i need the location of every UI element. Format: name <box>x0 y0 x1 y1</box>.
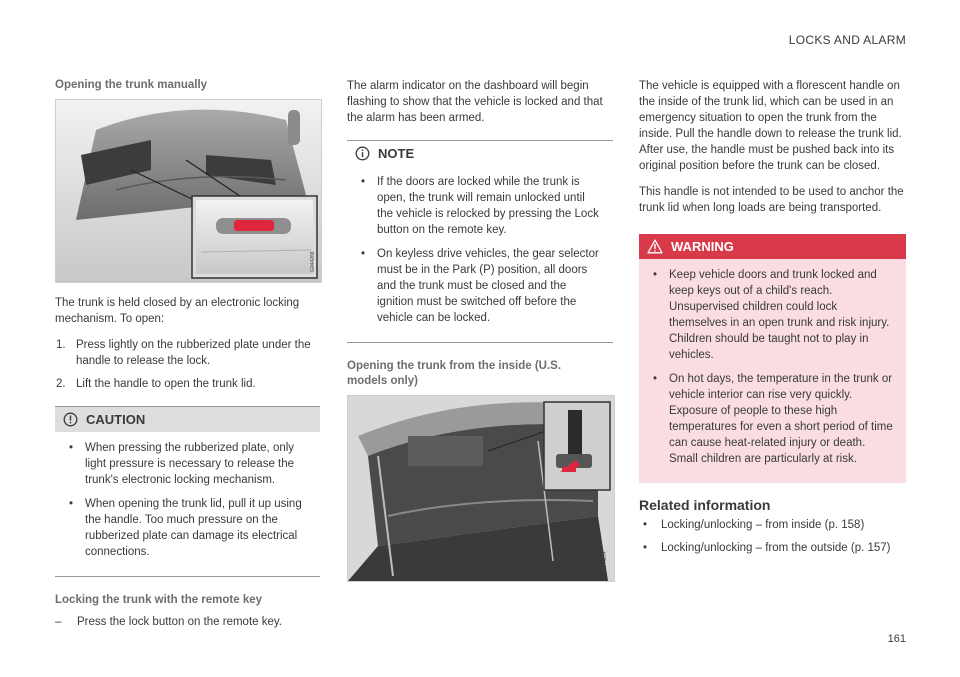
column-1 <box>55 78 320 630</box>
warning-item-text: On hot days, the temperature in the trunk or vehicle interior can rise very quickly. Exposure of people to these high temperatures for even a short period of time can cause heat-related injury or death. Small children are particularly at risk. <box>669 373 893 465</box>
handle-paragraph-1: The vehicle is equipped with a florescent handle on the inside of the trunk lid, which can be used in an emergency situation to open the trunk from the inside. Pull the handle down to release the trunk lid. After use, the handle must be pushed back into its original position before the trunk can be closed. <box>639 80 902 172</box>
list-item <box>55 376 320 392</box>
warning-title: WARNING <box>671 239 734 254</box>
caution-item-text: When pressing the rubberized plate, only light pressure is necessary to release the trunk's electronic locking mechanism. <box>85 442 295 486</box>
list-item: • When pressing the rubberized plate, only light pressure is necessary to release the trunk's electronic locking mechanism. <box>69 442 295 486</box>
note-item-text: If the doors are locked while the trunk is open, the trunk will remain unlocked until the vehicle is relocked by pressing the Lock button on the remote key. <box>377 176 599 236</box>
caution-header <box>55 406 320 432</box>
step-number: 2. <box>56 378 66 390</box>
figure-trunk-handle <box>55 99 322 283</box>
related-link[interactable]: • Locking/unlocking – from the outside (p. 157) <box>643 542 891 554</box>
caution-box <box>55 406 320 577</box>
step-text: Press lightly on the rubberized plate under the handle to release the lock. <box>76 339 311 367</box>
warning-item-text: Keep vehicle doors and trunk locked and keep keys out of a child's reach. Unsupervised children could lock themselves in an open trunk and risk injury. Children should be taught not to play in vehicles. <box>669 269 890 361</box>
caution-item-text: When opening the trunk lid, pull it up using the handle. Too much pressure on the rubberized plate can damage its electrical connections. <box>85 498 302 558</box>
page-number: 161 <box>887 633 906 645</box>
note-header <box>347 140 613 166</box>
related-information-heading: Related information <box>639 497 771 513</box>
remote-steps <box>55 614 320 630</box>
handle-paragraph-2: This handle is not intended to be used to anchor the trunk lid when long loads are being transported. <box>639 186 904 214</box>
caution-list <box>63 440 310 560</box>
remote-step-text: Press the lock button on the remote key. <box>77 616 282 628</box>
info-icon <box>355 146 370 161</box>
heading-opening-trunk-manually: Opening the trunk manually <box>55 79 208 91</box>
heading-trunk-inside: Opening the trunk from the inside (U.S. models only) <box>347 360 562 387</box>
warning-header <box>639 234 906 259</box>
opening-steps <box>55 337 320 392</box>
related-link[interactable]: • Locking/unlocking – from inside (p. 158) <box>643 519 865 531</box>
step-number: 1. <box>56 339 66 351</box>
warning-triangle-icon <box>647 239 663 254</box>
list-item: • Keep vehicle doors and trunk locked and keep keys out of a child's reach. Unsupervised children could lock themselves in an open trunk and risk injury. Children should be taught not to play in vehicles. <box>653 269 890 361</box>
column-3 <box>639 78 906 563</box>
trunk-handle-illustration <box>56 100 321 282</box>
list-item: • When opening the trunk lid, pull it up using the handle. Too much pressure on the rubberized plate can damage its electrical connections. <box>69 498 302 558</box>
heading-remote-key: Locking the trunk with the remote key <box>55 594 263 606</box>
note-box <box>347 140 613 343</box>
intro-text: The trunk is held closed by an electronic locking mechanism. To open: <box>55 297 300 325</box>
related-list <box>639 517 906 556</box>
note-title: NOTE <box>378 146 415 161</box>
caution-icon <box>63 412 78 427</box>
alarm-text: The alarm indicator on the dashboard will begin flashing to show that the vehicle is locked and that the alarm has been armed. <box>347 80 603 124</box>
figure-trunk-interior <box>347 395 615 582</box>
list-item: • On keyless drive vehicles, the gear selector must be in the Park (P) position, all doors and the trunk must be closed and the ignition must be switched off before the vehicle can be locked. <box>361 248 599 324</box>
list-item: • If the doors are locked while the trunk is open, the trunk will remain unlocked until the vehicle is relocked by pressing the Lock button on the remote key. <box>361 176 599 236</box>
caution-title: CAUTION <box>86 412 146 427</box>
related-link-text: Locking/unlocking – from the outside (p. 157) <box>661 542 891 554</box>
warning-list <box>647 267 896 467</box>
list-item: • On hot days, the temperature in the trunk or vehicle interior can rise very quickly. Exposure of people to these high temperatures for even a short period of time can cause heat-related injury or death. Small children are particularly at risk. <box>653 373 893 465</box>
related-link-text: Locking/unlocking – from inside (p. 158) <box>661 519 865 531</box>
column-2 <box>347 78 613 582</box>
warning-box <box>639 234 906 483</box>
section-header: LOCKS AND ALARM <box>788 33 906 47</box>
step-text: Lift the handle to open the trunk lid. <box>76 378 256 390</box>
figure-code: G044268 <box>310 251 316 272</box>
list-item <box>55 337 320 369</box>
note-item-text: On keyless drive vehicles, the gear selector must be in the Park (P) position, all doors and the trunk must be closed and the ignition must be switched off before the vehicle can be locked. <box>377 248 599 324</box>
list-item: – Press the lock button on the remote key. <box>55 616 282 628</box>
trunk-interior-illustration <box>348 396 614 581</box>
figure-code: G044274 <box>602 551 608 572</box>
note-list <box>355 174 603 326</box>
